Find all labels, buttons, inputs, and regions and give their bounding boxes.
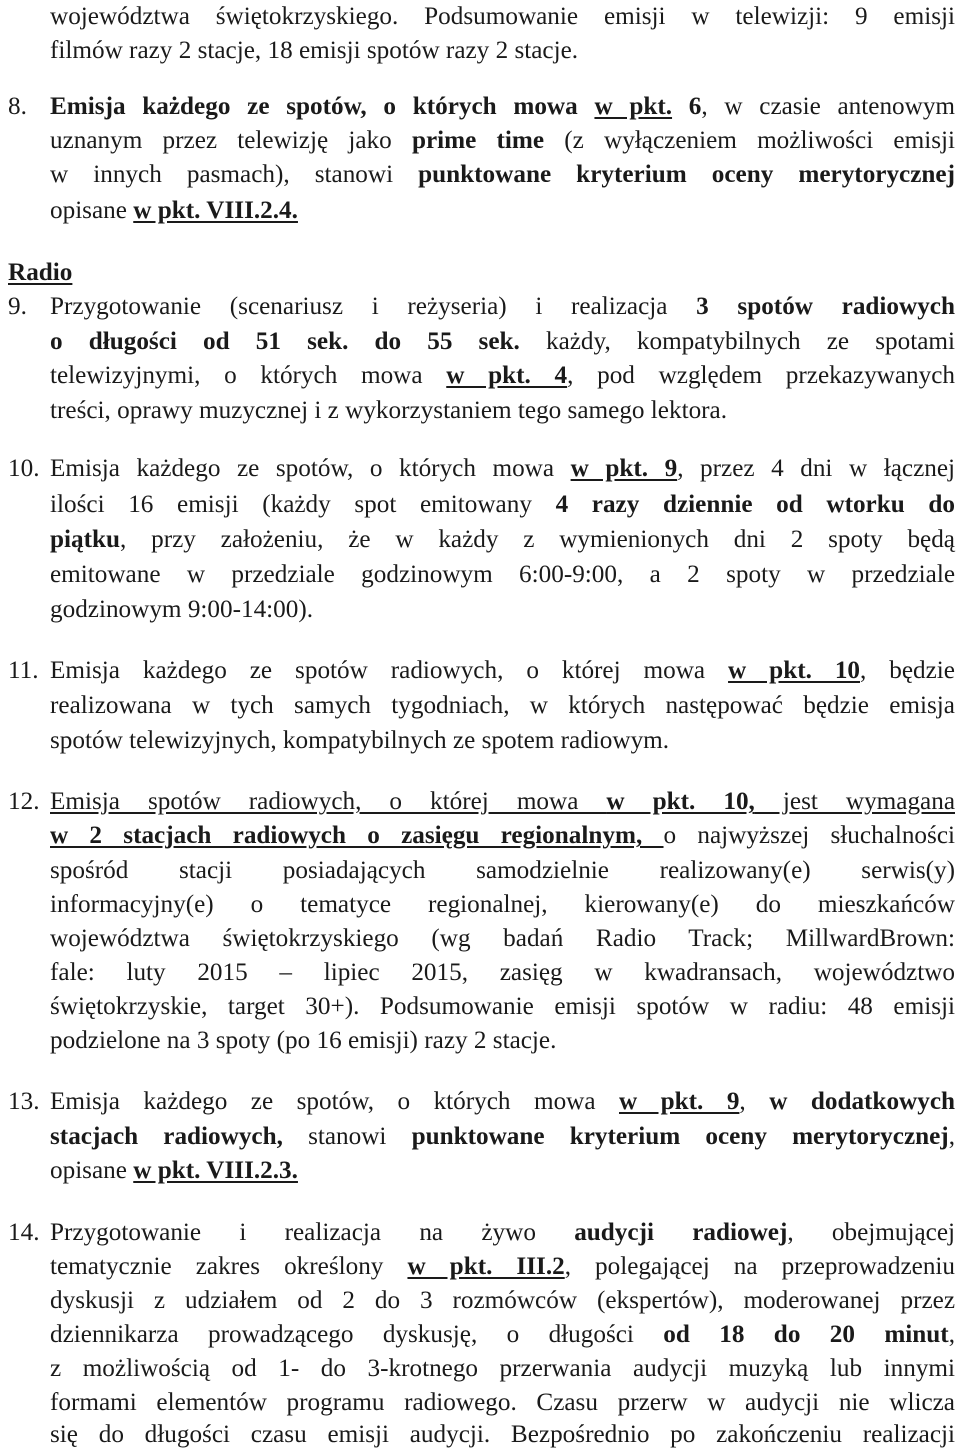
text-line	[50, 124, 955, 158]
text-span: Przygotowanie (scenariusz i reżyseria) i realizacja	[50, 293, 697, 320]
text-line	[50, 394, 955, 428]
text-span: województwa świętokrzyskiego (wg badań Radio Track; MillwardBrown:	[50, 925, 955, 952]
text-span: ,	[739, 1088, 770, 1115]
text-line	[50, 1352, 955, 1386]
text-span: , przy założeniu, że w każdy z wymienionych dni 2 spoty będą	[120, 526, 955, 553]
text-span: dziennikarza prowadzącego dyskusję, o długości	[50, 1321, 664, 1348]
text-span: Przygotowanie i realizacja na żywo	[50, 1219, 575, 1246]
text-span: filmów razy 2 stacje, 18 emisji spotów razy 2 stacje.	[50, 37, 579, 64]
text-span: telewizyjnymi, o których mowa	[50, 362, 447, 389]
text-line	[50, 724, 955, 758]
text-line	[50, 194, 955, 228]
text-span: stanowi	[282, 1123, 412, 1150]
bold-text: w dodatkowych	[769, 1088, 956, 1115]
item-number: 8.	[8, 93, 27, 120]
text-line	[50, 34, 955, 68]
text-span: województwa świętokrzyskiego. Podsumowanie emisji w telewizji: 9 emisji	[50, 3, 955, 30]
text-span: tematycznie zakres określony	[50, 1253, 408, 1280]
text-line	[50, 523, 955, 557]
text-span: , pod względem przekazywanych	[567, 362, 955, 389]
text-line	[50, 1318, 955, 1352]
text-span: , polegającej na przeprowadzeniu	[564, 1253, 956, 1280]
text-line	[50, 290, 955, 324]
text-span: opisane	[50, 1157, 134, 1184]
text-span: emitowane w przedziale godzinowym 6:00-9:00, a 2 spoty w przedziale	[50, 561, 955, 588]
bold-text: od 18 do 20 minut	[663, 1321, 949, 1348]
text-span: świętokrzyskie, target 30+). Podsumowanie emisji spotów w radiu: 48 emisji	[50, 993, 955, 1020]
underlined-bold-text: w 2 stacjach radiowych o zasięgu regionalnym,	[50, 822, 664, 849]
item-number: 14.	[8, 1219, 40, 1246]
reference-link-text: w pkt. VIII.2.3.	[133, 1157, 298, 1184]
text-span: opisane	[50, 197, 134, 224]
item-number: 13.	[8, 1088, 40, 1115]
text-line	[50, 359, 955, 393]
text-line	[50, 1418, 955, 1452]
text-span: informacyjny(e) o tematyce regionalnej, kierowany(e) do mieszkańców	[50, 891, 955, 918]
text-span: ,	[948, 1123, 955, 1150]
text-line	[50, 593, 955, 627]
reference-link-text: w pkt.	[594, 93, 673, 120]
text-span: godzinowym 9:00-14:00).	[50, 596, 314, 623]
text-line	[50, 325, 955, 359]
text-line	[50, 888, 955, 922]
reference-link-text: w pkt. 10	[728, 657, 861, 684]
text-line	[50, 785, 955, 819]
text-span: o najwyższej słuchalności	[663, 822, 956, 849]
bold-text: 6	[672, 93, 702, 120]
reference-link-text: w pkt. VIII.2.4.	[133, 197, 298, 224]
text-line	[50, 689, 955, 723]
bold-text: o długości od 51 sek. do 55 sek.	[50, 328, 520, 355]
text-line	[50, 1284, 955, 1318]
text-span: się do długości czasu emisji audycji. Bezpośrednio po zakończeniu realizacji	[50, 1421, 955, 1448]
text-span: Emisja każdego ze spotów, o których mowa	[50, 455, 571, 482]
reference-link-text: w pkt. 4	[446, 362, 568, 389]
text-span: spośród stacji posiadających samodzielnie realizowany(e) serwis(y)	[50, 857, 955, 884]
text-span: treści, oprawy muzycznej i z wykorzystaniem tego samego lektora.	[50, 397, 728, 424]
text-span: Emisja każdego ze spotów radiowych, o której mowa	[50, 657, 729, 684]
text-span: , w czasie antenowym	[701, 93, 956, 120]
bold-text: 4 razy dziennie od wtorku do	[555, 491, 955, 518]
bold-text: audycji radiowej	[574, 1219, 788, 1246]
text-line	[50, 1154, 955, 1188]
text-span: fale: luty 2015 – lipiec 2015, zasięg w kwadransach, województwo	[50, 959, 955, 986]
text-span: podzielone na 3 spoty (po 16 emisji) razy 2 stacje.	[50, 1027, 557, 1054]
bold-text: punktowane kryterium oceny merytorycznej	[411, 1123, 949, 1150]
item-number: 11.	[8, 657, 39, 684]
bold-text: piątku	[50, 526, 121, 553]
text-line	[50, 90, 955, 124]
underlined-text: Emisja spotów radiowych, o której mowa	[50, 788, 607, 815]
reference-link-text: w pkt. 9	[570, 455, 678, 482]
text-line	[50, 158, 955, 192]
section-heading-radio: Radio	[8, 259, 73, 286]
text-span: w innych pasmach), stanowi	[50, 161, 419, 188]
text-span: ilości 16 emisji (każdy spot emitowany	[50, 491, 556, 518]
text-line	[50, 0, 955, 34]
item-number: 10.	[8, 455, 40, 482]
text-line	[50, 452, 955, 486]
text-line	[50, 558, 955, 592]
text-span: każdy, kompatybilnych ze spotami	[519, 328, 955, 355]
text-span: Emisja każdego ze spotów, o których mowa	[50, 1088, 619, 1115]
reference-link-text: w pkt. 9	[619, 1088, 740, 1115]
text-line	[50, 922, 955, 956]
text-line	[50, 819, 955, 853]
text-line	[50, 1250, 955, 1284]
text-line	[50, 654, 955, 688]
text-span: ,	[948, 1321, 955, 1348]
text-span: realizowana w tych samych tygodniach, w których następować będzie emisja	[50, 692, 955, 719]
reference-link-text: w pkt. III.2	[407, 1253, 565, 1280]
bold-text: Emisja każdego ze spotów, o których mowa	[50, 93, 595, 120]
text-span: spotów telewizyjnych, kompatybilnych ze spotem radiowym.	[50, 727, 670, 754]
text-span: formami elementów programu radiowego. Czasu przerw w audycji nie wlicza	[50, 1389, 955, 1416]
item-number: 9.	[8, 293, 27, 320]
text-line	[50, 488, 955, 522]
text-line	[50, 990, 955, 1024]
text-span: dyskusji z udziałem od 2 do 3 rozmówców (ekspertów), moderowanej przez	[50, 1287, 955, 1314]
bold-text: stacjach radiowych,	[50, 1123, 283, 1150]
item-number: 12.	[8, 788, 40, 815]
text-line	[50, 1085, 955, 1119]
text-line	[50, 1216, 955, 1250]
text-line	[50, 1024, 955, 1058]
text-span: (z wyłączeniem możliwości emisji	[544, 127, 955, 154]
reference-link-text: w pkt. 10,	[606, 788, 755, 815]
text-span: uznanym przez telewizję jako	[50, 127, 412, 154]
bold-text: prime time	[411, 127, 545, 154]
underlined-text: jest wymagana	[754, 788, 955, 815]
bold-text: punktowane kryterium oceny merytorycznej	[418, 161, 955, 188]
text-span: , obejmującej	[787, 1219, 956, 1246]
text-line	[50, 956, 955, 990]
text-line	[50, 854, 955, 888]
bold-text: 3 spotów radiowych	[696, 293, 955, 320]
text-span: z możliwością od 1- do 3-krotnego przerwania audycji muzyką lub innymi	[50, 1355, 955, 1382]
text-line	[50, 1386, 955, 1420]
text-span: , będzie	[860, 657, 955, 684]
text-line	[50, 1120, 955, 1154]
text-span: , przez 4 dni w łącznej	[677, 455, 956, 482]
